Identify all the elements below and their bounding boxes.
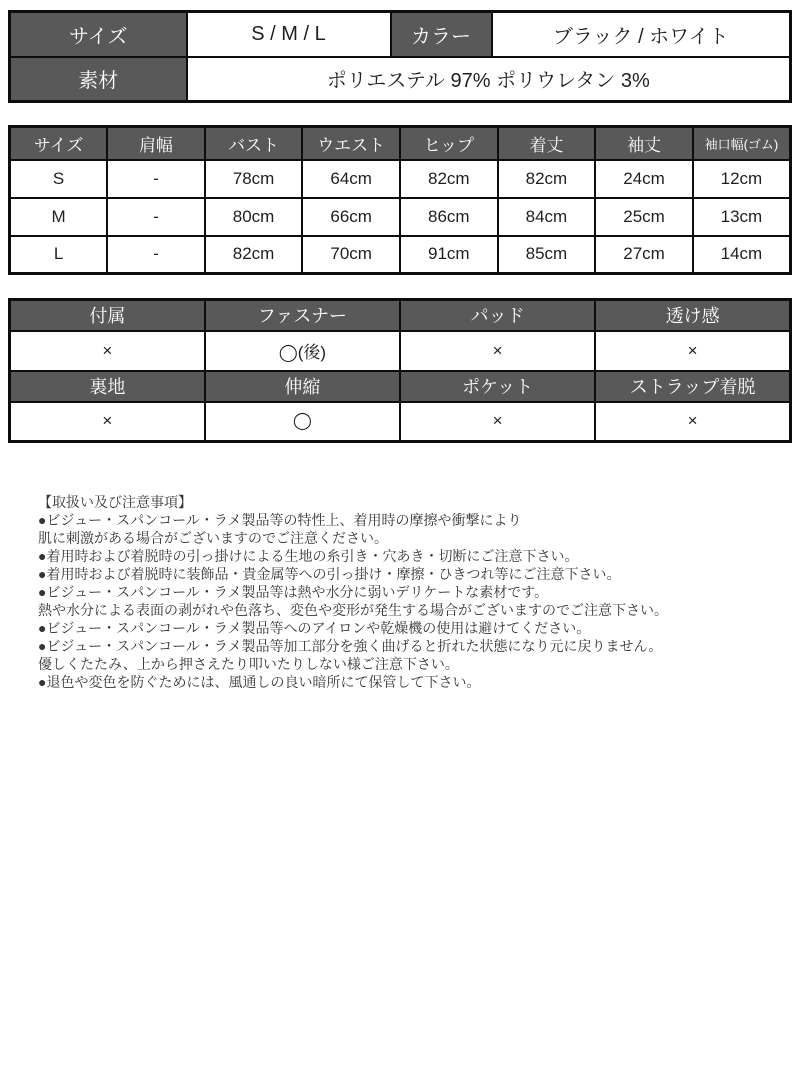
care-note-line: 熱や水分による表面の剥がれや色落ち、変色や変形が発生する場合がございますのでご注意下さい。 (38, 602, 668, 618)
measure-cell: 82cm (400, 160, 498, 198)
column-header: ポケット (400, 371, 595, 402)
material-value: ポリエステル 97% ポリウレタン 3% (187, 57, 791, 102)
column-header: 肩幅 (107, 127, 205, 160)
care-note-line: ●着用時および着脱時に装飾品・貴金属等への引っ掛け・摩擦・ひきつれ等にご注意下さい。 (38, 566, 621, 582)
column-header: ヒップ (400, 127, 498, 160)
care-note-line: ●ビジュー・スパンコール・ラメ製品等は熱や水分に弱いデリケートな素材です。 (38, 584, 549, 600)
features-header-row (10, 371, 791, 402)
column-header: 袖丈 (595, 127, 693, 160)
feature-flag: × (10, 402, 205, 442)
column-header: 透け感 (595, 300, 790, 331)
measure-cell: 82cm (205, 236, 303, 274)
care-note-line: 優しくたたみ、上から押さえたり叩いたりしない様ご注意下さい。 (38, 656, 459, 672)
material-label: 素材 (10, 57, 187, 102)
measure-cell: - (107, 236, 205, 274)
measure-cell: - (107, 160, 205, 198)
measure-cell: 78cm (205, 160, 303, 198)
care-note-line: ●ビジュー・スパンコール・ラメ製品等の特性上、着用時の摩擦や衝撃により (38, 512, 522, 528)
size-cell: L (10, 236, 108, 274)
features-table (8, 298, 792, 443)
measure-cell: 24cm (595, 160, 693, 198)
measure-cell: 27cm (595, 236, 693, 274)
column-header: 伸縮 (205, 371, 400, 402)
measure-cell: 70cm (302, 236, 400, 274)
measure-cell: 66cm (302, 198, 400, 236)
feature-flag: ◯ (205, 402, 400, 442)
care-note-line: ●着用時および着脱時の引っ掛けによる生地の糸引き・穴あき・切断にご注意下さい。 (38, 548, 579, 564)
table-row (10, 198, 791, 236)
measure-cell: 91cm (400, 236, 498, 274)
measure-cell: 86cm (400, 198, 498, 236)
column-header: 付属 (10, 300, 205, 331)
care-note-line: ●ビジュー・スパンコール・ラメ製品等へのアイロンや乾燥機の使用は避けてください。 (38, 620, 591, 636)
column-header: バスト (205, 127, 303, 160)
size-label: サイズ (10, 12, 187, 57)
measure-cell: 82cm (498, 160, 596, 198)
care-note-line: ●退色や変色を防ぐためには、風通しの良い暗所にて保管して下さい。 (38, 674, 481, 690)
size-color-material-table (8, 10, 792, 103)
table-row (10, 160, 791, 198)
color-value: ブラック / ホワイト (492, 12, 791, 57)
table-row (10, 331, 791, 371)
column-header: パッド (400, 300, 595, 331)
table-row (10, 402, 791, 442)
color-label: カラー (391, 12, 492, 57)
column-header: サイズ (10, 127, 108, 160)
feature-flag: × (595, 331, 790, 371)
measure-cell: 25cm (595, 198, 693, 236)
column-header: 裏地 (10, 371, 205, 402)
measure-cell: - (107, 198, 205, 236)
measure-cell: 80cm (205, 198, 303, 236)
table-row (10, 236, 791, 274)
care-notes (8, 493, 792, 691)
column-header: ウエスト (302, 127, 400, 160)
measure-cell: 13cm (693, 198, 791, 236)
feature-flag: × (10, 331, 205, 371)
table-row (10, 57, 791, 102)
feature-flag: ◯(後) (205, 331, 400, 371)
column-header: ストラップ着脱 (595, 371, 790, 402)
feature-flag: × (595, 402, 790, 442)
measure-cell: 85cm (498, 236, 596, 274)
feature-flag: × (400, 402, 595, 442)
size-value: S / M / L (187, 12, 391, 57)
table-row (10, 12, 791, 57)
care-note-line: ●ビジュー・スパンコール・ラメ製品等加工部分を強く曲げると折れた状態になり元に戻りません。 (38, 638, 663, 654)
size-cell: M (10, 198, 108, 236)
measure-cell: 64cm (302, 160, 400, 198)
care-notes-title: 【取扱い及び注意事項】 (38, 494, 192, 510)
size-chart-header-row (10, 127, 791, 160)
column-header: 袖口幅(ゴム) (693, 127, 791, 160)
measure-cell: 12cm (693, 160, 791, 198)
size-cell: S (10, 160, 108, 198)
feature-flag: × (400, 331, 595, 371)
size-chart-table (8, 125, 792, 275)
column-header: 着丈 (498, 127, 596, 160)
column-header: ファスナー (205, 300, 400, 331)
care-note-line: 肌に刺激がある場合がございますのでご注意ください。 (38, 530, 388, 546)
features-header-row (10, 300, 791, 331)
measure-cell: 14cm (693, 236, 791, 274)
measure-cell: 84cm (498, 198, 596, 236)
